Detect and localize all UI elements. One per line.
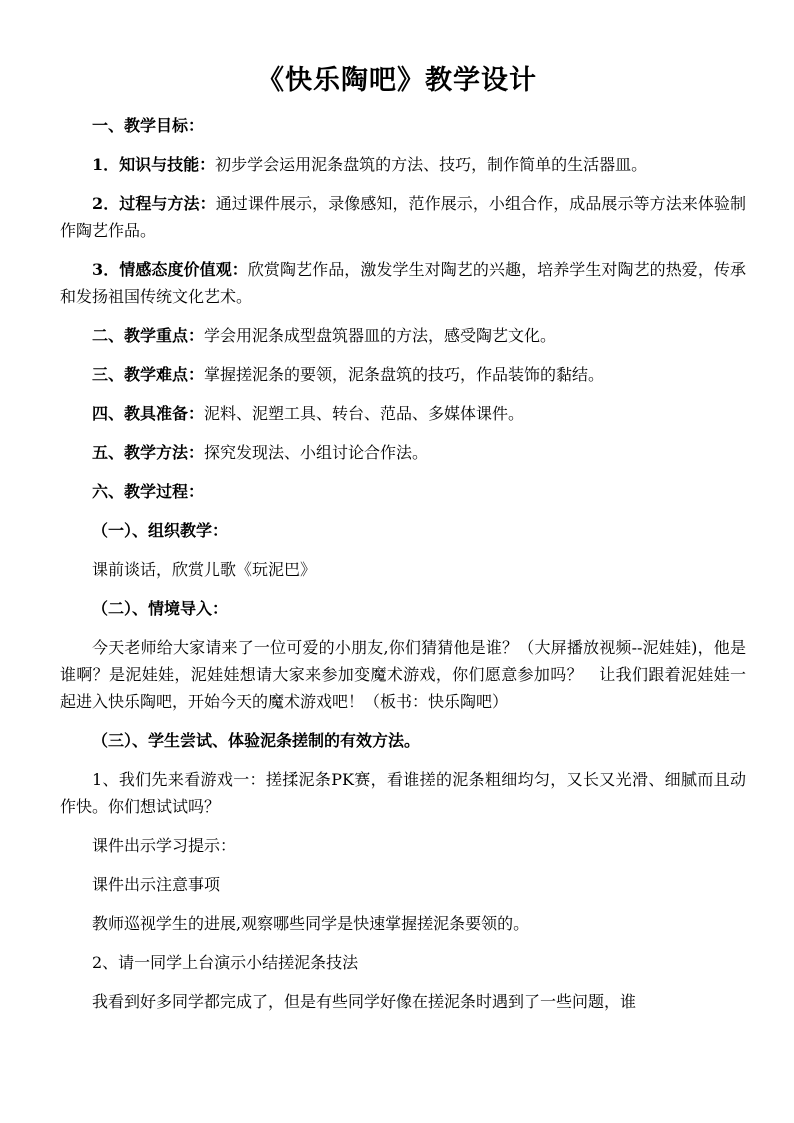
key-point-label: 二、教学重点： xyxy=(92,326,205,345)
difficulty-text: 掌握搓泥条的要领，泥条盘筑的技巧，作品装饰的黏结。 xyxy=(204,365,605,384)
section-3-paragraph-2: 课件出示学习提示： xyxy=(92,836,237,855)
goal-3-label: 3．情感态度价值观： xyxy=(92,260,248,279)
document-body xyxy=(60,112,746,1027)
section-1-heading: （一）、组织教学： xyxy=(92,521,229,540)
section-1-text: 课前谈话，欣赏儿歌《玩泥巴》 xyxy=(92,560,317,579)
section-3-paragraph-3: 课件出示注意事项 xyxy=(92,875,221,894)
section-3-paragraph-6: 我看到好多同学都完成了，但是有些同学好像在搓泥条时遇到了一些问题，谁 xyxy=(92,992,637,1011)
page-title: 《快乐陶吧》教学设计 xyxy=(257,65,537,96)
tools-text: 泥料、泥塑工具、转台、范品、多媒体课件。 xyxy=(204,404,525,423)
goal-2-paragraph xyxy=(60,190,746,244)
method-label: 五、教学方法： xyxy=(92,443,205,462)
goal-1-paragraph xyxy=(60,151,746,178)
goal-3-paragraph xyxy=(60,256,746,310)
section-2-heading: （二）、情境导入： xyxy=(92,599,229,618)
difficulty-label: 三、教学难点： xyxy=(92,365,205,384)
goal-1-label: 1．知识与技能： xyxy=(92,155,216,174)
method-paragraph xyxy=(60,439,746,466)
process-heading: 六、教学过程： xyxy=(92,482,205,501)
goal-1-text: 初步学会运用泥条盘筑的方法、技巧，制作简单的生活器皿。 xyxy=(215,155,648,174)
section-3-paragraph-5: 2、请一同学上台演示小结搓泥条技法 xyxy=(92,953,359,972)
tools-paragraph xyxy=(60,400,746,427)
tools-label: 四、教具准备： xyxy=(92,404,205,423)
goal-2-label: 2．过程与方法： xyxy=(92,194,216,213)
section-3-heading: （三）、学生尝试、体验泥条搓制的有效方法。 xyxy=(92,731,421,750)
goal-heading: 一、教学目标： xyxy=(92,116,205,135)
goal-3-text: 欣赏陶艺作品，激发学生对陶艺的兴趣，培养学生对陶艺的热爱，传承和发扬祖国传统文化艺术。 xyxy=(60,260,746,306)
section-2-text: 今天老师给大家请来了一位可爱的小朋友,你们猜猜他是谁？（大屏播放视频--泥娃娃)，他是谁啊？是泥娃娃，泥娃娃想请大家来参加变魔术游戏，你们愿意参加吗？ 让我们跟着泥娃娃一起进入快乐陶吧，开始今天的魔术游戏吧！（板书：快乐陶吧） xyxy=(60,638,746,711)
section-3-paragraph-4: 教师巡视学生的进展,观察哪些同学是快速掌握搓泥条要领的。 xyxy=(92,914,530,933)
method-text: 探究发现法、小组讨论合作法。 xyxy=(204,443,429,462)
key-point-paragraph xyxy=(60,322,746,349)
key-point-text: 学会用泥条成型盘筑器皿的方法，感受陶艺文化。 xyxy=(204,326,557,345)
section-3-paragraph-1: 1、我们先来看游戏一：搓揉泥条PK赛，看谁搓的泥条粗细均匀，又长又光滑、细腻而且动作快。你们想试试吗？ xyxy=(60,770,746,816)
difficulty-paragraph xyxy=(60,361,746,388)
goal-2-text: 通过课件展示，录像感知，范作展示，小组合作，成品展示等方法来体验制作陶艺作品。 xyxy=(60,194,746,240)
